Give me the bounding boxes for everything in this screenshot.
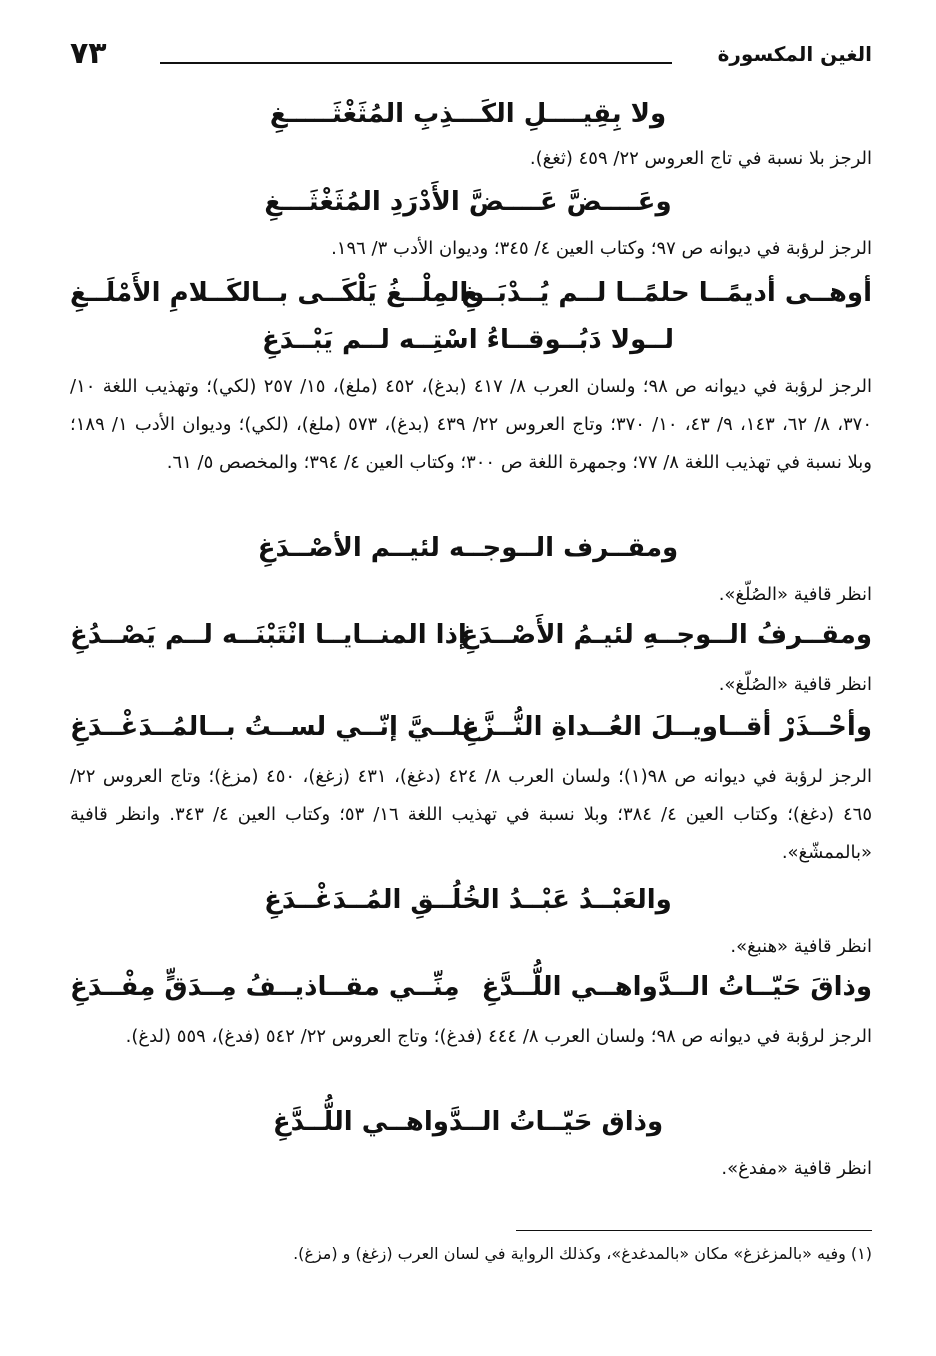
source-note: الرجز لرؤبة في ديوانه ص ٩٧؛ وكتاب العين ٤/ ٣٤٥؛ وديوان الأدب ٣/ ١٩٦. [331, 238, 872, 259]
page-header [70, 38, 872, 78]
verse-couplet [70, 278, 872, 322]
verse-hemistich-second: مِنِّــي مقــاذيــفُ مِــدَقٍّ مِفْــدَغِ [70, 972, 460, 1002]
verse-hemistich-second: والمِلْــغُ يَلْكَــى بــالكَــلامِ الأَمْلَــغِ [70, 278, 485, 308]
verse-hemistich-first: وذاقَ حَيّــاتُ الــدَّواهــي اللُّــدَّغِ [481, 972, 872, 1002]
source-note: الرجز لرؤبة في ديوانه ص ٩٨؛ ولسان العرب ٨/ ٤٤٤ (فدغ)؛ وتاج العروس ٢٢/ ٥٤٢ (فدغ)، ٥٥٩ (لدغ). [125, 1026, 872, 1047]
verse-hemistich-first: ومقــرفُ الــوجــهِ لئيـمُ الأَصْــدَغِ [460, 620, 872, 650]
verse-line: والعَبْــدُ عَبْــدُ الخُلُــقِ المُــدَغْــدَغِ [264, 885, 672, 915]
cross-reference: انظر قافية «هنبغ». [730, 936, 872, 957]
cross-reference: انظر قافية «الصُلّغ». [718, 584, 872, 605]
verse-line: وعَــــضَّ عَــــضَّ الأَدْرَدِ المُثَغْثَـــغِ [264, 187, 672, 217]
chapter-title: الغين المكسورة [717, 42, 872, 66]
header-rule [160, 62, 672, 64]
verse-hemistich-second: علــيَّ إنّــي لســتُ بــالمُــدَغْــدَغِ [70, 712, 480, 742]
footnote-rule [516, 1230, 872, 1231]
verse-line: ومقــرف الــوجــه لئيــم الأصْــدَغِ [257, 533, 679, 563]
verse-line: لــولا دَبُــوقــاءُ اسْتِــه لــم يَبْــدَغِ [262, 325, 674, 355]
verse-hemistich-first: أوهــى أديمًــا حلمًــا لــم يُــدْبَــغِ [461, 278, 872, 308]
cross-reference: انظر قافية «الصُلّغ». [718, 674, 872, 695]
verse-couplet [70, 620, 872, 664]
source-note: الرجز لرؤبة في ديوانه ص ٩٨؛ ولسان العرب ٨/ ٤١٧ (بدغ)، ٤٥٢ (ملغ)، ١٥/ ٢٥٧ (لكي)؛ وتهذيب اللغة ١٠/ ٣٧٠، ٨/ ٦٢، ١٤٣، ٩/ ٤٣، ١٠/ ٣٧٠؛ وتاج العروس ٢٢/ ٤٣٩ (بدغ)، ٥٧٣ (ملغ)، (لكي)؛ وديوان الأدب ١/ ١٨٩؛ وبلا نسبة في تهذيب اللغة ٨/ ٧٧؛ وجمهرة اللغة ص ٣٠٠؛ وكتاب العين ٤/ ٣٩٤؛ والمخصص ٥/ ٦١. [70, 376, 873, 473]
verse-line: ولا بِقِيــــلِ الكَـــذِبِ المُثَغْثَـــــغِ [269, 99, 667, 129]
cross-reference: انظر قافية «مفدغ». [721, 1158, 872, 1179]
verse-couplet [70, 972, 872, 1016]
verse-hemistich-second: إذا المنــايــا انْتَبْنَــه لــم يَصْــدُغِ [70, 620, 467, 650]
verse-line: وذاق حَيّــاتُ الــدَّواهــي اللُّــدَّغِ [272, 1107, 664, 1137]
source-note: الرجز لرؤبة في ديوانه ص ٩٨(١)؛ ولسان العرب ٨/ ٤٢٤ (دغغ)، ٤٣١ (زغغ)، ٤٥٠ (مزغ)؛ وتاج العروس ٢٢/ ٤٦٥ (دغغ)؛ وكتاب العين ٤/ ٣٨٤؛ وبلا نسبة في تهذيب اللغة ١٦/ ٥٣؛ وكتاب العين ٤/ ٣٤٣. وانظر قافية «بالممشّغ». [70, 766, 873, 863]
source-note: الرجز بلا نسبة في تاج العروس ٢٢/ ٤٥٩ (ثغغ). [529, 148, 872, 169]
verse-couplet [70, 712, 872, 756]
verse-hemistich-first: وأحْــذَرْ أقــاويــلَ العُــداةِ النُّــزَّغِ [461, 712, 872, 742]
footnote: (١) وفيه «بالمزغزغ» مكان «بالمدغدغ»، وكذلك الرواية في لسان العرب (زغغ) و (مزغ). [293, 1244, 872, 1263]
page-number: ٧٣ [70, 36, 107, 71]
